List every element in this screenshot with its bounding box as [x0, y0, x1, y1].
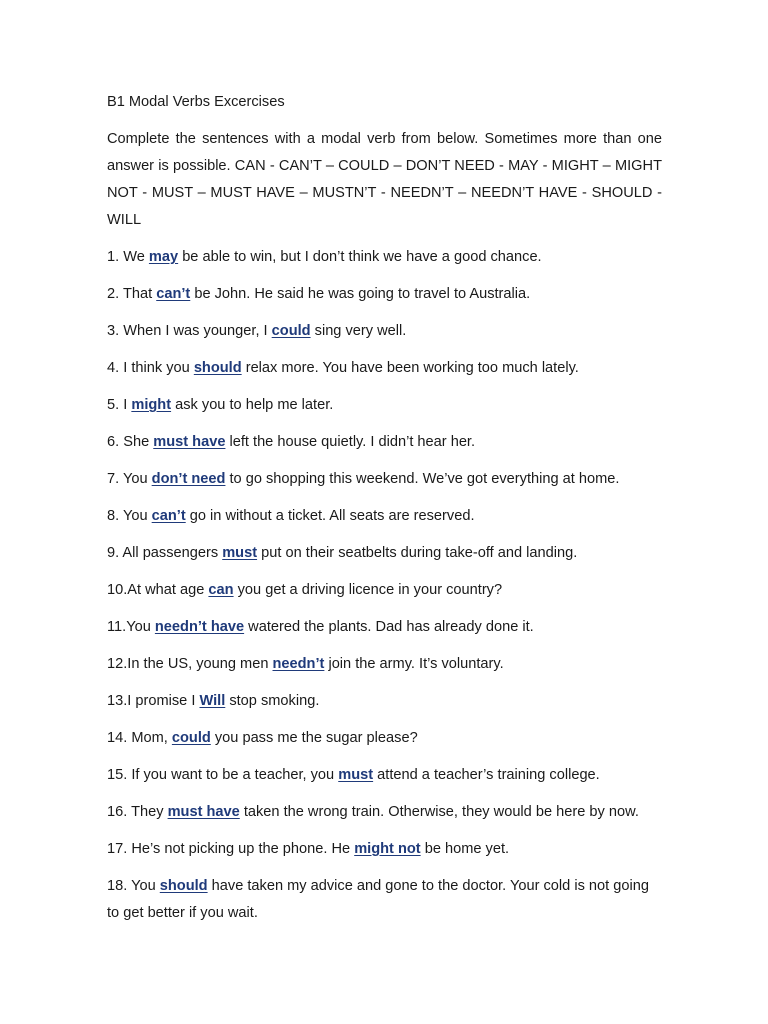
exercise-item	[107, 318, 662, 345]
item-suffix: ask you to help me later.	[171, 397, 334, 413]
item-suffix: put on their seatbelts during take-off and landing.	[257, 545, 578, 561]
answer-text: can’t	[156, 286, 191, 302]
item-suffix: to go shopping this weekend. We’ve got everything at home.	[225, 471, 620, 487]
instructions-paragraph: Complete the sentences with a modal verb from below. Sometimes more than one answer is possible. CAN - CAN’T – COULD – DON’T NEED - MAY - MIGHT – MIGHT NOT - MUST – MUST HAVE – MUSTN’T - NEEDN’T – NEEDN’T HAVE - SHOULD - WILL	[107, 131, 662, 228]
item-prefix: 1. We	[107, 249, 149, 265]
answer-text: don’t need	[151, 471, 226, 487]
item-suffix: watered the plants. Dad has already done it.	[244, 619, 534, 635]
exercise-item	[107, 540, 662, 567]
answer-text: can	[208, 582, 234, 598]
document-page	[107, 89, 662, 927]
item-prefix: 15. If you want to be a teacher, you	[107, 767, 339, 783]
answer-text: needn’t have	[154, 619, 245, 635]
exercise-item	[107, 651, 662, 678]
item-suffix: you pass me the sugar please?	[210, 730, 418, 746]
item-prefix: 12.In the US, young men	[107, 656, 273, 672]
item-suffix: have taken my advice and gone to the doctor. Your cold is not going to get better if you wait.	[107, 878, 649, 921]
item-suffix: you get a driving licence in your country?	[233, 582, 503, 598]
item-prefix: 18. You	[107, 878, 160, 894]
item-prefix: 2. That	[107, 286, 157, 302]
answer-text: can’t	[151, 508, 186, 524]
answer-text: should	[193, 360, 242, 376]
answer-text: Will	[199, 693, 226, 709]
item-prefix: 17. He’s not picking up the phone. He	[107, 841, 355, 857]
item-suffix: join the army. It’s voluntary.	[324, 656, 504, 672]
item-suffix: sing very well.	[310, 323, 407, 339]
exercise-item	[107, 725, 662, 752]
item-prefix: 13.I promise I	[107, 693, 200, 709]
item-prefix: 9. All passengers	[107, 545, 223, 561]
answer-text: could	[271, 323, 311, 339]
answer-text: must have	[167, 804, 240, 820]
item-prefix: 7. You	[107, 471, 152, 487]
item-suffix: be home yet.	[420, 841, 510, 857]
answer-text: must have	[153, 434, 226, 450]
exercise-item	[107, 762, 662, 789]
exercise-item	[107, 577, 662, 604]
item-prefix: 4. I think you	[107, 360, 194, 376]
item-prefix: 10.At what age	[107, 582, 209, 598]
answer-text: could	[171, 730, 211, 746]
answer-text: might not	[354, 841, 421, 857]
exercise-item	[107, 836, 662, 863]
item-prefix: 6. She	[107, 434, 154, 450]
item-suffix: be able to win, but I don’t think we have a good chance.	[178, 249, 542, 265]
exercise-item	[107, 355, 662, 382]
item-prefix: 14. Mom,	[107, 730, 172, 746]
answer-text: might	[131, 397, 172, 413]
item-suffix: taken the wrong train. Otherwise, they would be here by now.	[239, 804, 639, 820]
exercise-item	[107, 281, 662, 308]
document-title: B1 Modal Verbs Excercises	[107, 94, 285, 110]
exercise-item	[107, 688, 662, 715]
item-suffix: relax more. You have been working too much lately.	[241, 360, 579, 376]
exercise-item	[107, 503, 662, 530]
item-prefix: 5. I	[107, 397, 132, 413]
item-suffix: stop smoking.	[225, 693, 320, 709]
item-prefix: 11.You	[107, 619, 155, 635]
item-suffix: left the house quietly. I didn’t hear her.	[225, 434, 476, 450]
exercise-item	[107, 466, 662, 493]
item-prefix: 16. They	[107, 804, 168, 820]
exercise-item	[107, 244, 662, 271]
item-prefix: 8. You	[107, 508, 152, 524]
answer-text: must	[338, 767, 374, 783]
item-suffix: go in without a ticket. All seats are reserved.	[185, 508, 475, 524]
exercise-item	[107, 392, 662, 419]
answer-text: must	[222, 545, 258, 561]
exercise-item	[107, 799, 662, 826]
item-suffix: be John. He said he was going to travel to Australia.	[190, 286, 531, 302]
item-prefix: 3. When I was younger, I	[107, 323, 272, 339]
item-suffix: attend a teacher’s training college.	[373, 767, 600, 783]
answer-text: should	[159, 878, 208, 894]
exercise-item	[107, 614, 662, 641]
exercise-item	[107, 429, 662, 456]
exercise-item	[107, 873, 662, 927]
answer-text: needn’t	[272, 656, 325, 672]
answer-text: may	[148, 249, 179, 265]
